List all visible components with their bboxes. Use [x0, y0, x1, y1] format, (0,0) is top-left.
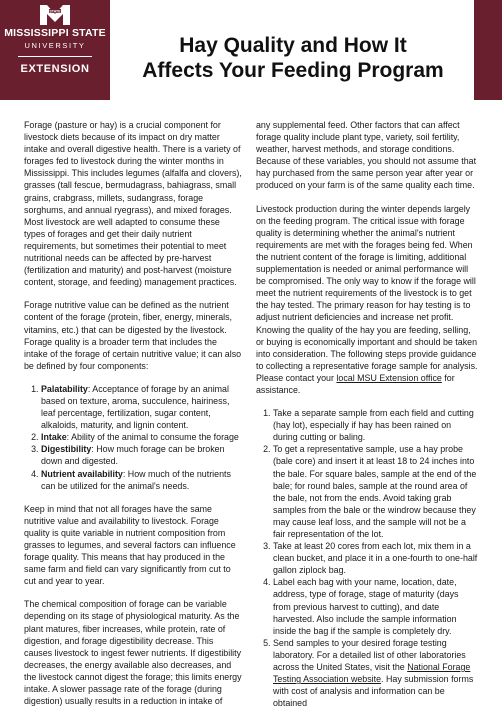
header-accent-bar	[474, 0, 502, 100]
variability-paragraph: Keep in mind that not all forages have the same nutritive value and availability to livestock. Forage quality is quite variable in nutrient composition from grasses to legumes, and several factors can influence forage quality. This means that hay produced in the same farm and field can vary significantly from cut to cut and year to year.	[24, 503, 236, 587]
right-column	[256, 119, 478, 720]
page-title	[118, 33, 468, 83]
msu-extension-office-link[interactable]: local MSU Extension office	[336, 372, 442, 383]
left-column	[24, 119, 242, 718]
list-item: 2. To get a representative sample, use a hay probe (bale core) and insert it at least 18 to 24 inches into the bale. For square bales, sample at the end of the bale; for round bales, sample at the round area of the bale, not from the ends. Avoid taking grab samples from the bale or the windrow because they may cause leaf loss, and the sample will not be a fair representation of the lot.	[273, 443, 478, 540]
list-text: : Ability of the animal to consume the forage	[66, 432, 239, 443]
list-term: Palatability	[41, 383, 88, 394]
nfta-website-link[interactable]: National Forage Testing Association website	[273, 662, 471, 685]
list-text: : Acceptance of forage by an animal based on texture, aroma, succulence, hairiness, leaf percentage, fertilization, sugar content, alkaloids, maturity, and lignin content.	[41, 383, 230, 431]
nutritive-value-paragraph: Forage nutritive value can be defined as the nutrient content of the forage (protein, fiber, energy, minerals, vitamins, etc.) that can be digested by the livestock. Forage quality is a broader term that includes the intake of the forage of certain nutritive value; it can also be defined by four components:	[24, 300, 242, 371]
list-term: Digestibility	[41, 444, 92, 455]
logo-divider	[18, 56, 92, 57]
list-item	[41, 383, 242, 431]
list-item	[41, 431, 242, 443]
hay-testing-text-end: for assistance.	[256, 372, 455, 395]
list-item: 3. Take at least 20 cores from each lot, mix them in a clean bucket, and place it in a one-fourth to one-half gallon ziplock bag.	[273, 540, 478, 576]
list-item	[41, 443, 242, 467]
list-term: Intake	[41, 432, 67, 443]
step5-text-end: . Hay submission forms with cost of analysis and information can be obtained	[273, 674, 474, 709]
page-header	[0, 0, 502, 100]
title-line-1: Hay Quality and How It	[179, 34, 407, 57]
hay-testing-paragraph	[256, 203, 478, 397]
title-line-2: Affects Your Feeding Program	[142, 59, 444, 82]
list-item: 1. Take a separate sample from each field and cutting (hay lot), especially if hay has been rained on during cutting or baling.	[273, 407, 478, 443]
step5-text: Send samples to your desired forage testing laboratory. For a detailed list of other laboratories across the United States, visit the	[273, 637, 466, 673]
sampling-steps-list	[256, 407, 478, 709]
intro-paragraph: Forage (pasture or hay) is a crucial component for livestock diets because of its impact on dry matter intake and overall digestive health. There is a variety of forages fed to livestock during the winter months in Mississippi. This includes legumes (alfalfa and clovers), grasses (tall fescue, bermudagrass, bahiagrass, small grains, crabgrass, millets, sudangrass, forage sorghums, and annual ryegrass), and mixed forages. Most livestock are well adapted to consume these types of forages and get their daily nutrient requirements, but sometimes their potential to meet nutritional needs can be affected by pre-harvest (fertilization and maturity) and post-harvest (moisture content, storage, and feeding) management practices.	[24, 120, 242, 288]
svg-text:STATE: STATE	[49, 9, 61, 14]
hay-testing-text: Livestock production during the winter depends largely on the feeding program. The critical issue with forage quality is determining whether the animal's nutrient requirements are met with the forages being fed. When the nutrient content of the forage is limiting, additional supplementation is needed or animal performance will be compromised. The only way to know if the forage will meet the nutrient requirements of the livestock is to get the hay tested. The primary reason for hay testing is to adjust nutrient deficiencies and increase net profit. Knowing the quality of the hay you are feeding, selling, or buying is economically important and should be taken into consideration. The following steps provide guidance to collecting a representative forage sample for analysis. Please contact your	[256, 203, 478, 383]
msu-extension-logo	[0, 0, 110, 100]
other-factors-paragraph: any supplemental feed. Other factors that can affect forage quality include plant type, variety, soil fertility, weather, harvest methods, and storage conditions. Because of these variables, you should not assume that hay purchased from the same person year after year or produced on your farm is of the same quality each time.	[256, 120, 477, 191]
list-text: : How much of the nutrients can be utilized for the animal's needs.	[41, 468, 231, 491]
logo-university-text: UNIVERSITY	[24, 41, 86, 50]
logo-state-text: MISSISSIPPI STATE	[4, 27, 106, 39]
list-item	[273, 637, 478, 710]
list-text: : How much forage can be broken down and digested.	[41, 444, 225, 467]
msu-m-emblem-icon	[39, 4, 71, 26]
logo-extension-text: EXTENSION	[20, 63, 90, 75]
list-item	[41, 468, 242, 492]
chemical-composition-paragraph: The chemical composition of forage can be variable depending on its stage of physiological maturity. As the plant matures, fiber increases, while protein, rate of digestion, and forage digestibility decrease. This causes livestock to ingest fewer nutrients. If digestibility decreases, the energy available also decreases, and the livestock cannot digest the forage; this limits energy intake. A slower passage rate of the forage (during digestion) usually results in a reduction in intake of	[24, 599, 242, 707]
quality-components-list	[24, 383, 242, 492]
list-item: 4. Label each bag with your name, location, date, address, type of forage, stage of maturity (days from previous harvest to cutting), and date harvested. Also include the sample information inside the bag if the sample is completely dry.	[273, 576, 478, 636]
list-term: Nutrient availability	[41, 468, 123, 479]
